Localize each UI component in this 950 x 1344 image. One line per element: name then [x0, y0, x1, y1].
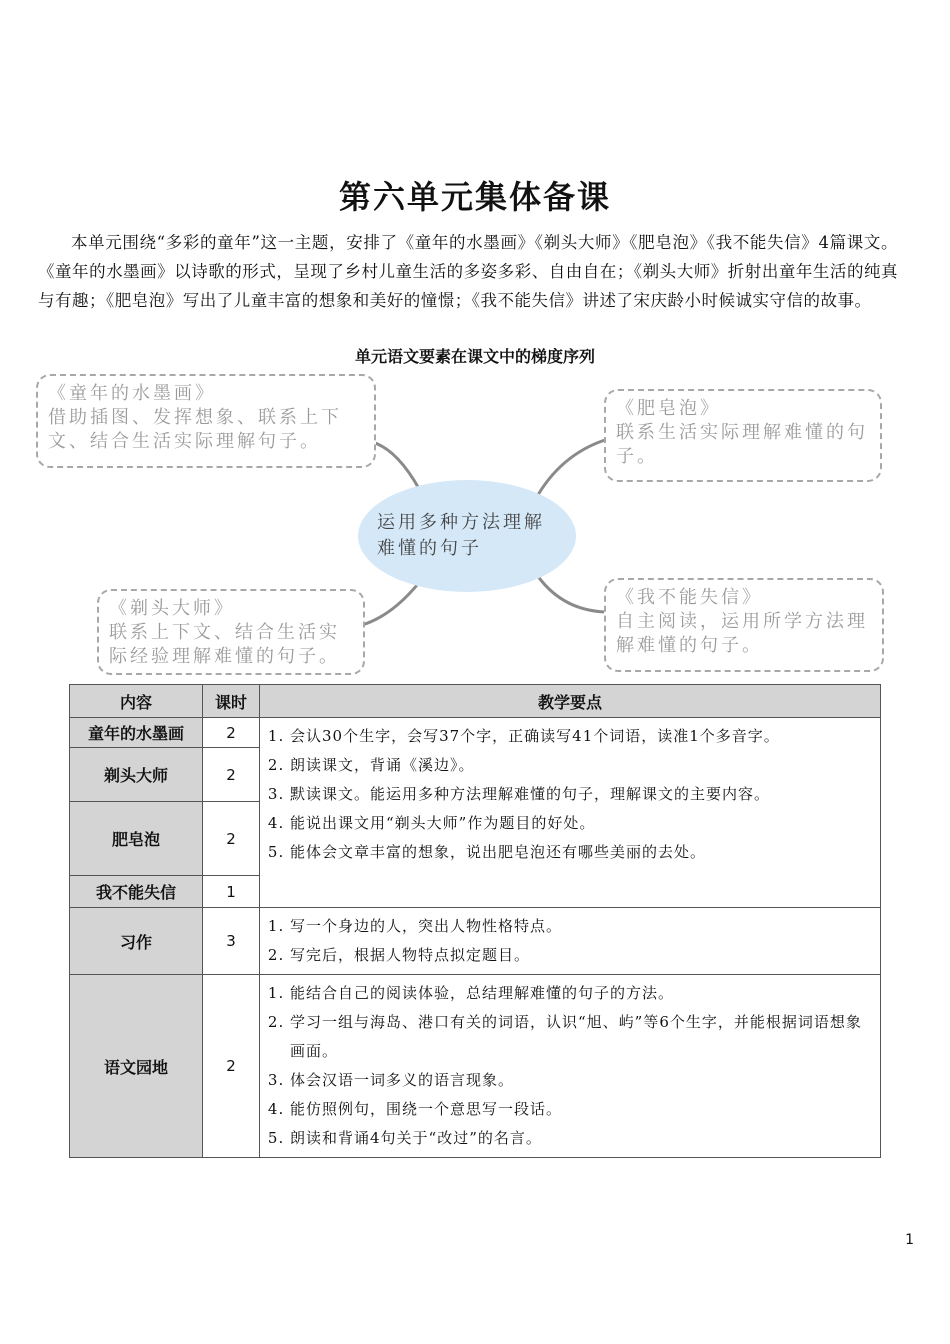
lesson-hours: 2: [203, 975, 260, 1158]
bubble-title: 《肥皂泡》: [616, 398, 721, 419]
bubble-tongnian: [36, 374, 376, 468]
point-item: 1. 写一个身边的人，突出人物性格特点。: [290, 912, 872, 941]
header-content: 内容: [70, 685, 203, 718]
lesson-name: 语文园地: [70, 975, 203, 1158]
header-hours: 课时: [203, 685, 260, 718]
bubble-text: 借助插图、发挥想象、联系上下文、结合生活实际理解句子。: [48, 407, 342, 452]
mindmap-center: [358, 480, 576, 592]
lesson-hours: 2: [203, 718, 260, 748]
table-row: [70, 718, 881, 748]
bubble-feizaopao: [604, 389, 882, 482]
lesson-plan-table: [69, 684, 881, 1158]
bubble-shixin: [604, 578, 884, 672]
lesson-name: 肥皂泡: [70, 802, 203, 876]
point-item: 1. 能结合自己的阅读体验，总结理解难懂的句子的方法。: [290, 979, 872, 1008]
header-points: 教学要点: [260, 685, 881, 718]
lesson-hours: 2: [203, 802, 260, 876]
bubble-text: 联系上下文、结合生活实际经验理解难懂的句子。: [109, 622, 340, 667]
lesson-name: 童年的水墨画: [70, 718, 203, 748]
lesson-hours: 3: [203, 908, 260, 975]
lesson-name: 剃头大师: [70, 748, 203, 802]
point-item: 4. 能仿照例句，围绕一个意思写一段话。: [290, 1095, 872, 1124]
bubble-text: 自主阅读，运用所学方法理解难懂的句子。: [616, 611, 868, 656]
point-item: 2. 朗读课文，背诵《溪边》。: [290, 751, 872, 780]
point-item: 3. 默读课文。能运用多种方法理解难懂的句子，理解课文的主要内容。: [290, 780, 872, 809]
point-item: 4. 能说出课文用“剃头大师”作为题目的好处。: [290, 809, 872, 838]
teaching-points: [260, 908, 881, 975]
point-item: 2. 写完后，根据人物特点拟定题目。: [290, 941, 872, 970]
table-header-row: [70, 685, 881, 718]
lesson-name: 习作: [70, 908, 203, 975]
bubble-title: 《童年的水墨画》: [48, 383, 216, 404]
bubble-titou: [97, 589, 365, 675]
point-item: 2. 学习一组与海岛、港口有关的词语，认识“旭、屿”等6个生字，并能根据词语想象画面。: [290, 1008, 872, 1066]
point-item: 1. 会认30个生字，会写37个字，正确读写41个词语，读准1个多音字。: [290, 722, 872, 751]
point-item: 3. 体会汉语一词多义的语言现象。: [290, 1066, 872, 1095]
bubble-title: 《我不能失信》: [616, 587, 763, 608]
teaching-points: [260, 975, 881, 1158]
page-title: 第六单元集体备课: [338, 178, 611, 216]
page-number: 1: [905, 1232, 914, 1248]
bubble-title: 《剃头大师》: [109, 598, 235, 619]
intro-paragraph: 本单元围绕“多彩的童年”这一主题，安排了《童年的水墨画》《剃头大师》《肥皂泡》《我不能失信》4篇课文。《童年的水墨画》以诗歌的形式，呈现了乡村儿童生活的多姿多彩、自由自在；《剃头大师》折射出童年生活的纯真与有趣；《肥皂泡》写出了儿童丰富的想象和美好的憧憬；《我不能失信》讲述了宋庆龄小时候诚实守信的故事。: [38, 233, 898, 310]
mindmap-center-text: 运用多种方法理解难懂的句子: [377, 512, 545, 559]
lesson-hours: 1: [203, 876, 260, 908]
lesson-name: 我不能失信: [70, 876, 203, 908]
section-subtitle: 单元语文要素在课文中的梯度序列: [354, 347, 595, 366]
point-item: 5. 能体会文章丰富的想象，说出肥皂泡还有哪些美丽的去处。: [290, 838, 872, 867]
teaching-points: [260, 718, 881, 908]
table-row: [70, 975, 881, 1158]
point-item: 5. 朗读和背诵4句关于“改过”的名言。: [290, 1124, 872, 1153]
bubble-text: 联系生活实际理解难懂的句子。: [616, 422, 868, 467]
lesson-hours: 2: [203, 748, 260, 802]
table-row: [70, 908, 881, 975]
